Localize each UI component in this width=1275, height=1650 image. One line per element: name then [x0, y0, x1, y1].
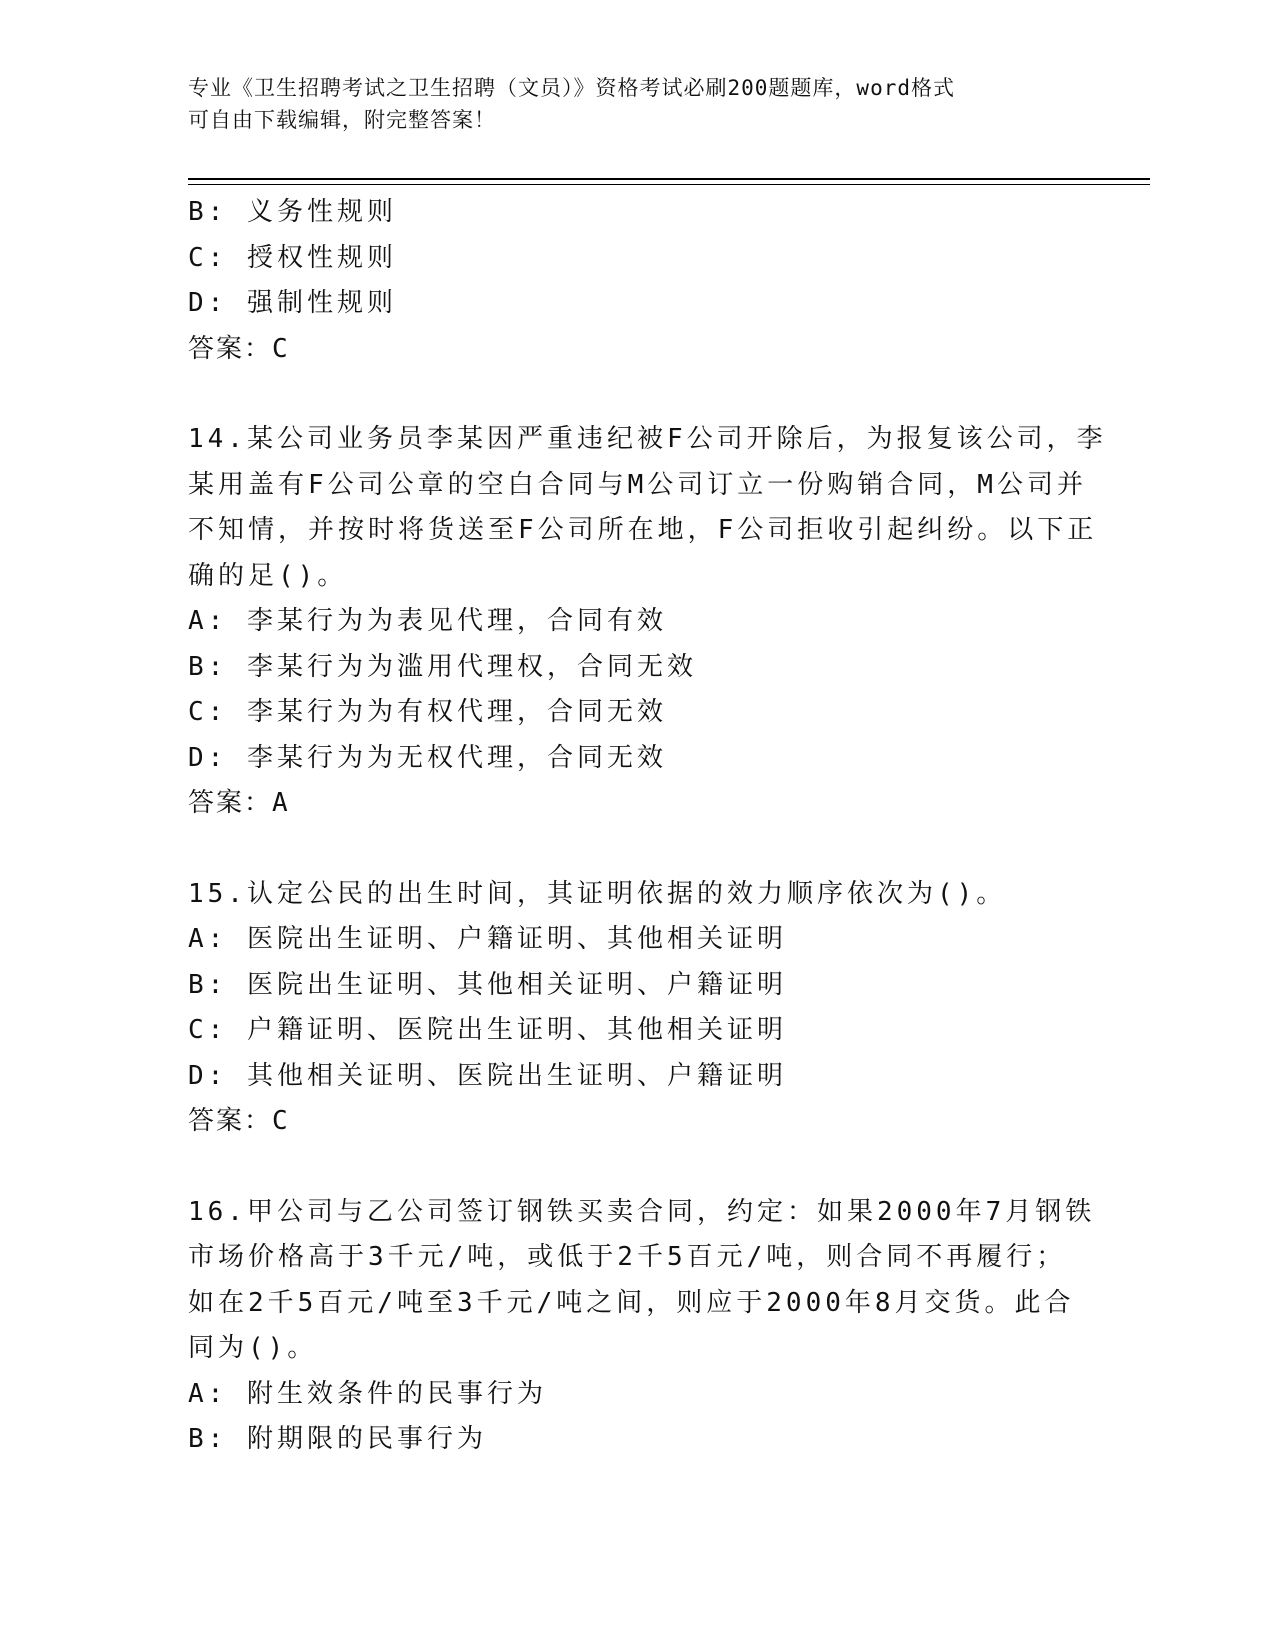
option-b: B: 附期限的民事行为 — [188, 1424, 487, 1454]
option-c: C: 授权性规则 — [188, 242, 397, 273]
spacer — [188, 372, 1088, 417]
option-d: D: 强制性规则 — [188, 288, 397, 318]
question-stem-line: 14.某公司业务员李某因严重违纪被F公司开除后，为报复该公司，李 — [188, 424, 1107, 454]
spacer — [188, 827, 1088, 872]
option-d: D: 其他相关证明、医院出生证明、户籍证明 — [188, 1060, 787, 1091]
header-divider-thick — [188, 178, 1150, 180]
answer: 答案：C — [188, 333, 290, 364]
option-a: A: 附生效条件的民事行为 — [188, 1378, 547, 1409]
option-b: B: 医院出生证明、其他相关证明、户籍证明 — [188, 969, 787, 1000]
header-line-1: 专业《卫生招聘考试之卫生招聘（文员）》资格考试必刷200题题库，word格式 — [188, 76, 955, 100]
header-line-2: 可自由下载编辑，附完整答案！ — [188, 108, 496, 132]
answer: 答案：C — [188, 1106, 290, 1136]
document-body — [188, 190, 1107, 1463]
header-divider-thin — [188, 184, 1150, 185]
question-stem-line: 同为()。 — [188, 1333, 318, 1363]
question-16 — [188, 1190, 1096, 1463]
answer: 答案：A — [188, 788, 290, 818]
option-b: B: 义务性规则 — [188, 197, 397, 227]
question-stem-line: 某用盖有F公司公章的空白合同与M公司订立一份购销合同，M公司并 — [188, 469, 1087, 500]
question-stem-line: 如在2千5百元/吨至3千元/吨之间，则应于2000年8月交货。此合 — [188, 1287, 1075, 1318]
question-stem-line: 市场价格高于3千元/吨，或低于2千5百元/吨，则合同不再履行； — [188, 1242, 1067, 1272]
question-stem-line: 16.甲公司与乙公司签订钢铁买卖合同，约定：如果2000年7月钢铁 — [188, 1196, 1096, 1227]
document-header — [188, 72, 1068, 136]
option-d: D: 李某行为为无权代理，合同无效 — [188, 742, 667, 773]
question-stem-line: 确的足()。 — [188, 560, 348, 591]
option-a: A: 李某行为为表见代理，合同有效 — [188, 606, 667, 636]
prev-question — [188, 190, 1088, 372]
question-15 — [188, 872, 1088, 1145]
question-14 — [188, 417, 1107, 827]
option-c: C: 户籍证明、医院出生证明、其他相关证明 — [188, 1015, 787, 1045]
question-stem-line: 不知情，并按时将货送至F公司所在地，F公司拒收引起纠纷。以下正 — [188, 515, 1098, 545]
option-c: C: 李某行为为有权代理，合同无效 — [188, 697, 667, 727]
option-a: A: 医院出生证明、户籍证明、其他相关证明 — [188, 924, 787, 954]
spacer — [188, 1145, 1088, 1190]
option-b: B: 李某行为为滥用代理权，合同无效 — [188, 651, 697, 682]
question-stem-line: 15.认定公民的出生时间，其证明依据的效力顺序依次为()。 — [188, 878, 1007, 909]
